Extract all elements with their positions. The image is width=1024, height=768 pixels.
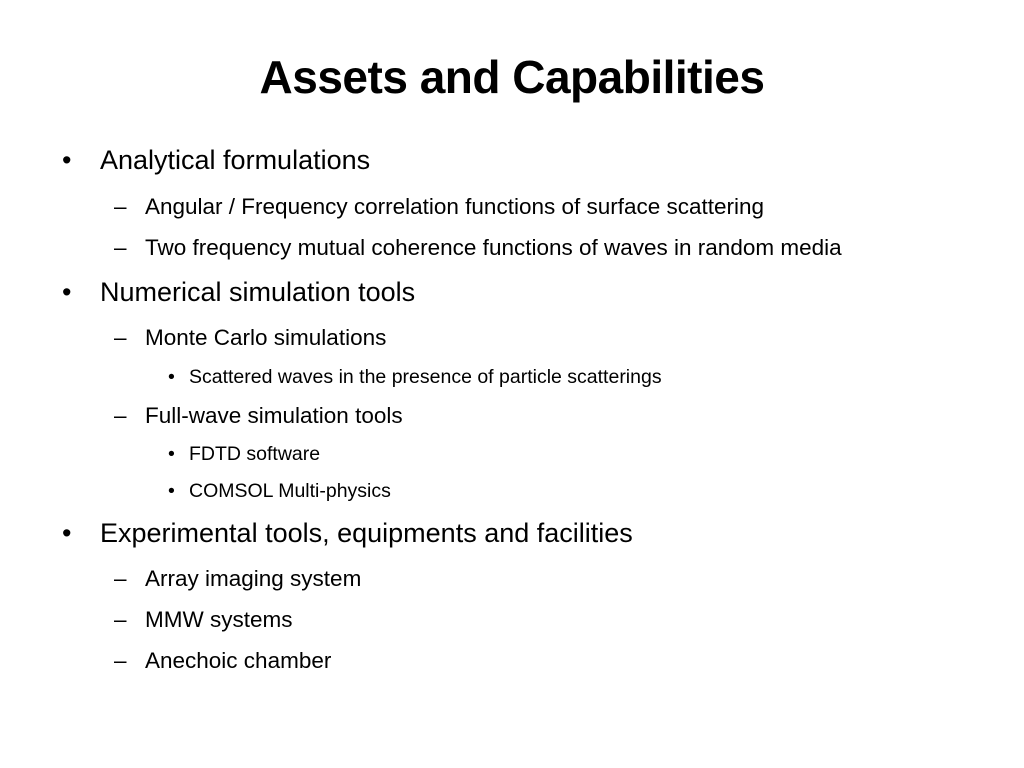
dash-marker: – xyxy=(114,325,127,350)
bullet-text: Scattered waves in the presence of particle scatterings xyxy=(189,366,662,388)
bullet-text: Angular / Frequency correlation functions of surface scattering xyxy=(145,194,765,219)
dash-marker: – xyxy=(114,235,127,260)
bullet-item-level-1 xyxy=(62,277,415,308)
bullet-marker: • xyxy=(168,480,175,502)
dash-marker: – xyxy=(114,648,127,673)
bullet-text: Analytical formulations xyxy=(100,145,371,175)
bullet-item-level-3 xyxy=(168,443,320,466)
bullet-item-level-2 xyxy=(114,403,403,429)
dash-marker: – xyxy=(114,194,127,219)
bullet-marker: • xyxy=(62,145,72,175)
bullet-text: Experimental tools, equipments and facilities xyxy=(100,518,633,548)
bullet-item-level-1 xyxy=(62,145,370,176)
bullet-text: COMSOL Multi-physics xyxy=(189,480,391,502)
bullet-text: Two frequency mutual coherence functions of waves in random media xyxy=(145,235,842,260)
bullet-item-level-2 xyxy=(114,648,331,674)
bullet-item-level-3 xyxy=(168,366,662,389)
bullet-text: Anechoic chamber xyxy=(145,648,332,673)
slide-title: Assets and Capabilities xyxy=(259,51,765,103)
bullet-text: Full-wave simulation tools xyxy=(145,403,403,428)
dash-marker: – xyxy=(114,403,127,428)
bullet-marker: • xyxy=(62,277,72,307)
dash-marker: – xyxy=(114,566,127,591)
bullet-item-level-2 xyxy=(114,235,842,261)
bullet-text: MMW systems xyxy=(145,607,293,632)
bullet-text: Numerical simulation tools xyxy=(100,277,416,307)
bullet-text: Monte Carlo simulations xyxy=(145,325,387,350)
bullet-item-level-2 xyxy=(114,194,764,220)
bullet-item-level-2 xyxy=(114,325,386,351)
bullet-marker: • xyxy=(168,366,175,388)
bullet-marker: • xyxy=(168,443,175,465)
bullet-marker: • xyxy=(62,518,72,548)
bullet-item-level-3 xyxy=(168,480,391,503)
bullet-text: Array imaging system xyxy=(145,566,362,591)
bullet-item-level-2 xyxy=(114,566,361,592)
bullet-item-level-2 xyxy=(114,607,292,633)
dash-marker: – xyxy=(114,607,127,632)
bullet-text: FDTD software xyxy=(189,443,321,465)
bullet-item-level-1 xyxy=(62,518,633,549)
